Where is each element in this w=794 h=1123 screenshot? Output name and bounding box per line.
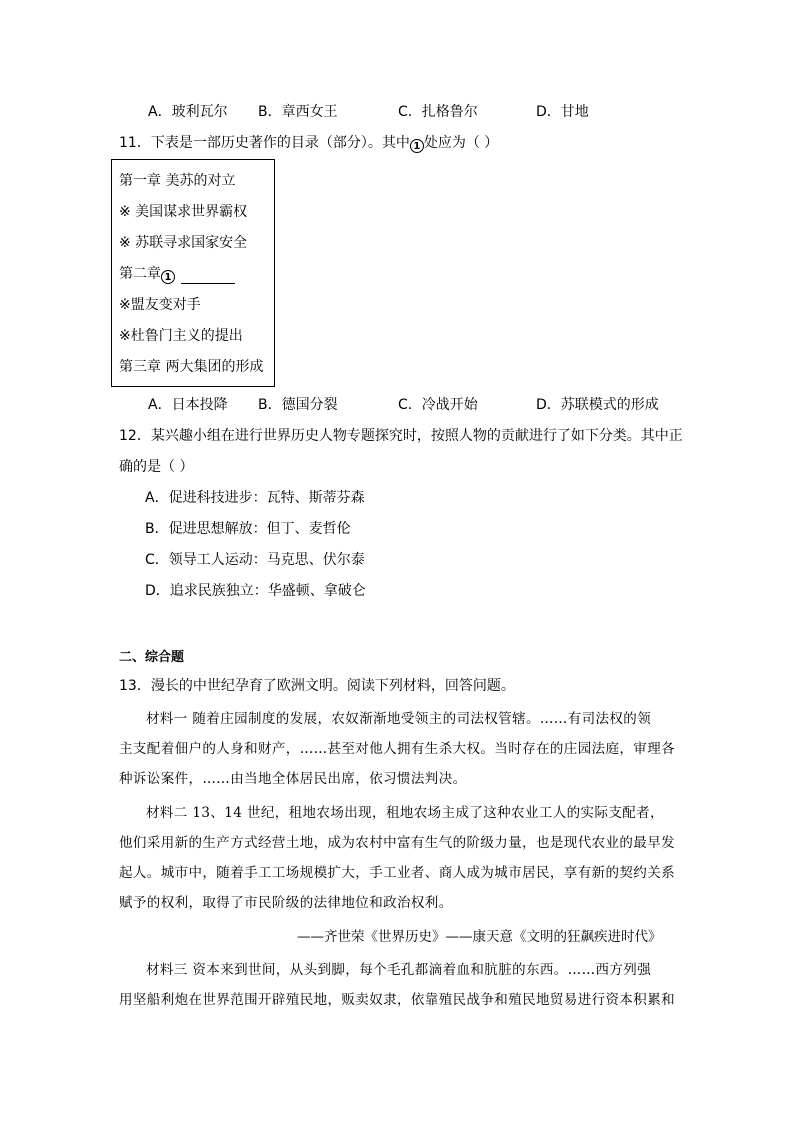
circled-number-marker: 1 bbox=[161, 270, 175, 284]
toc-chapter-1-item-1: ※ 美国谋求世界霸权 bbox=[119, 204, 248, 220]
q12-stem-line-2: 确的是（ ） bbox=[119, 459, 194, 475]
toc-chapter-1-item-2: ※ 苏联寻求国家安全 bbox=[119, 235, 248, 251]
material-2-line-1: 材料二 13、14 世纪，租地农场出现，租地农场主成了这种农业工人的实际支配者， bbox=[146, 805, 664, 821]
material-1-line-3: 种诉讼案件，……由当地全体居民出席，依习惯法判决。 bbox=[119, 771, 467, 787]
toc-chapter-2-item-1: ※盟友变对手 bbox=[119, 297, 201, 313]
q11-option-c: C．冷战开始 bbox=[398, 397, 478, 413]
q12-stem-line-1: 12．某兴趣小组在进行世界历史人物专题探究时，按照人物的贡献进行了如下分类。其中正 bbox=[119, 428, 683, 444]
material-3-line-2: 用坚船利炮在世界范围开辟殖民地，贩卖奴隶，依靠殖民战争和殖民地贸易进行资本积累和 bbox=[119, 992, 675, 1008]
material-source: ——齐世荣《世界历史》——康天意《文明的狂飙疾进时代》 bbox=[297, 929, 662, 945]
q11-stem-before: 11．下表是一部历史著作的目录（部分）。其中 bbox=[119, 135, 410, 151]
q11-option-b: B．德国分裂 bbox=[258, 397, 338, 413]
material-2-line-3: 起人。城市中，随着手工工场规模扩大，手工业者、商人成为城市居民，享有新的契约关系 bbox=[119, 865, 675, 881]
q12-option-b: B．促进思想解放：但丁、麦哲伦 bbox=[145, 521, 351, 537]
q10-option-b: B．章西女王 bbox=[258, 104, 338, 120]
material-3-line-1: 材料三 资本来到世间，从头到脚，每个毛孔都滴着血和肮脏的东西。……西方列强 bbox=[146, 962, 652, 978]
q10-option-c: C．扎格鲁尔 bbox=[398, 104, 478, 120]
section-heading: 二、综合题 bbox=[119, 650, 185, 665]
q13-stem: 13．漫长的中世纪孕育了欧洲文明。阅读下列材料，回答问题。 bbox=[119, 678, 515, 694]
q11-stem bbox=[119, 133, 498, 153]
toc-chapter-2-label: 第二章 bbox=[119, 266, 161, 282]
q10-option-d: D．甘地 bbox=[536, 104, 589, 120]
toc-chapter-1: 第一章 美苏的对立 bbox=[119, 173, 236, 189]
toc-chapter-3: 第三章 两大集团的形成 bbox=[119, 359, 264, 375]
material-2-line-2: 他们采用新的生产方式经营土地，成为农村中富有生气的阶级力量，也是现代农业的最早发 bbox=[119, 835, 675, 851]
q11-option-d: D．苏联模式的形成 bbox=[536, 397, 659, 413]
q11-stem-after: 处应为（ ） bbox=[423, 135, 499, 151]
q10-option-a: A．玻利瓦尔 bbox=[148, 104, 228, 120]
q12-option-d: D．追求民族独立：华盛顿、拿破仑 bbox=[145, 583, 366, 599]
toc-chapter-2 bbox=[119, 264, 235, 284]
material-1-line-2: 主支配着佃户的人身和财产，……甚至对他人拥有生杀大权。当时存在的庄园法庭，审理各 bbox=[119, 741, 675, 757]
material-1-line-1: 材料一 随着庄园制度的发展，农奴渐渐地受领主的司法权管辖。……有司法权的领 bbox=[146, 711, 652, 727]
q12-option-c: C．领导工人运动：马克思、伏尔泰 bbox=[145, 552, 365, 568]
answer-blank bbox=[181, 269, 235, 284]
q11-option-a: A．日本投降 bbox=[148, 397, 228, 413]
circled-number-marker: 1 bbox=[410, 139, 424, 153]
material-2-line-4: 赋予的权利，取得了市民阶级的法律地位和政治权利。 bbox=[119, 895, 453, 911]
toc-chapter-2-item-2: ※杜鲁门主义的提出 bbox=[119, 328, 243, 344]
q12-option-a: A．促进科技进步：瓦特、斯蒂芬森 bbox=[145, 490, 365, 506]
